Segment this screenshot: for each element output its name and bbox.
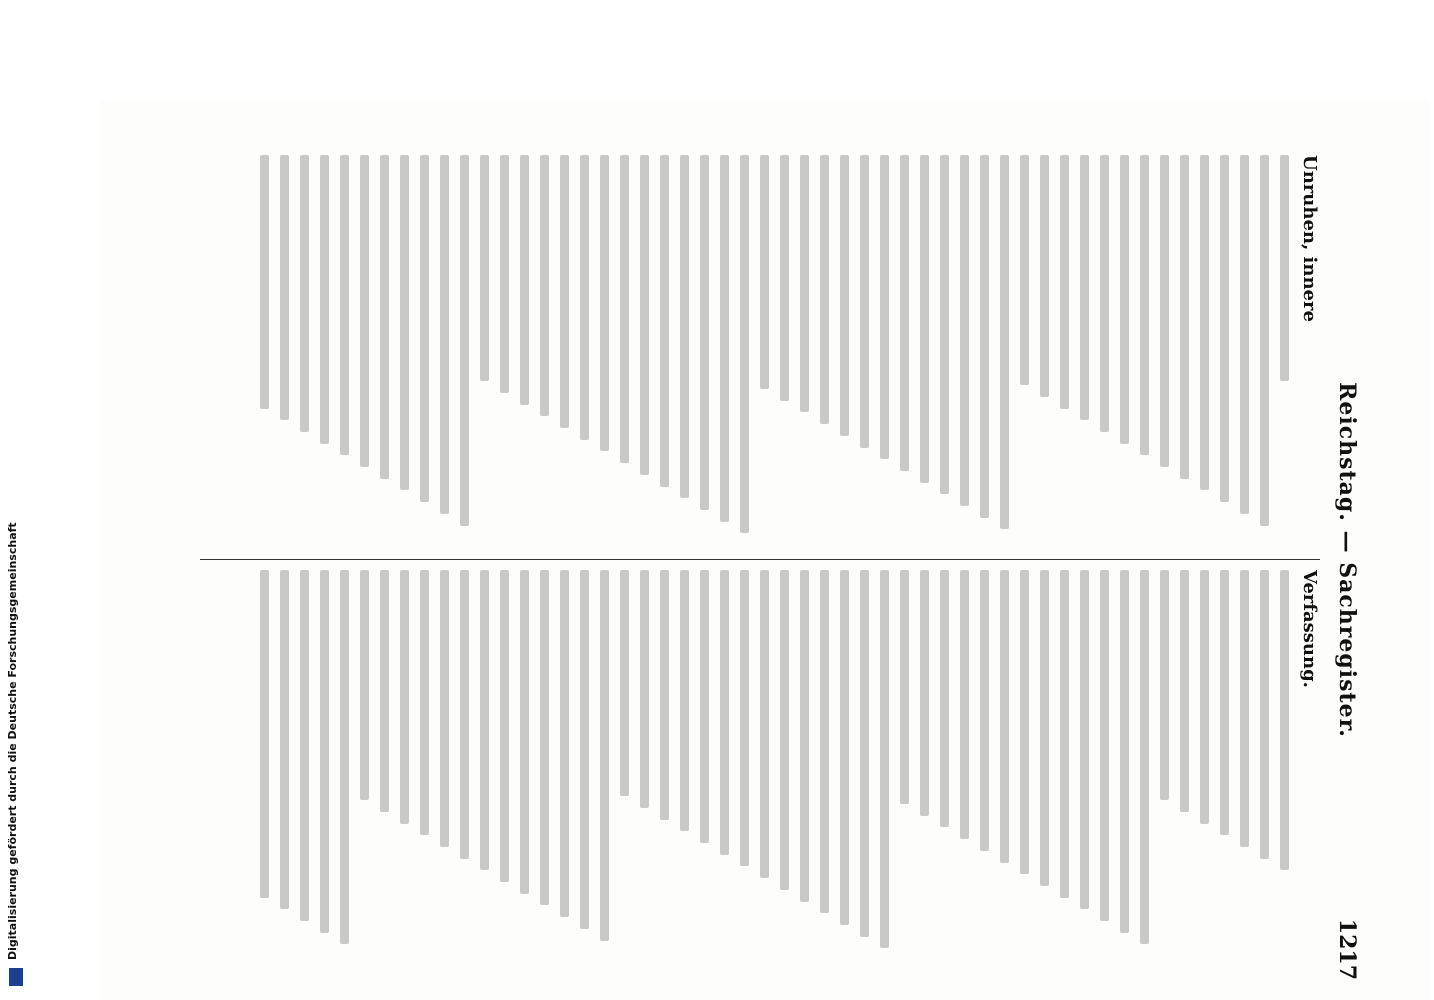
text-line-placeholder: [1040, 155, 1049, 397]
text-line-placeholder: [1120, 155, 1129, 444]
text-line-placeholder: [360, 155, 369, 467]
text-line-placeholder: [600, 570, 609, 941]
text-line-placeholder: [800, 570, 809, 902]
text-line-placeholder: [780, 570, 789, 890]
left-column-heading: Unruhen, innere: [1299, 155, 1320, 322]
text-line-placeholder: [260, 155, 269, 409]
right-column-heading: Verfassung.: [1299, 570, 1320, 688]
text-line-placeholder: [680, 570, 689, 831]
text-line-placeholder: [600, 155, 609, 451]
text-line-placeholder: [840, 570, 849, 925]
text-line-placeholder: [480, 155, 489, 381]
text-line-placeholder: [360, 570, 369, 800]
text-line-placeholder: [1220, 570, 1229, 835]
text-line-placeholder: [460, 570, 469, 859]
right-column-text-placeholder: [260, 570, 1289, 960]
digitization-credit-text: Digitalisierung gefördert durch die Deutsche Forschungsgemeinschaft: [6, 522, 19, 960]
text-line-placeholder: [640, 155, 649, 475]
text-line-placeholder: [920, 155, 929, 483]
text-line-placeholder: [740, 570, 749, 866]
text-line-placeholder: [500, 155, 509, 393]
text-line-placeholder: [940, 570, 949, 827]
text-line-placeholder: [640, 570, 649, 808]
text-line-placeholder: [1080, 155, 1089, 420]
text-line-placeholder: [860, 155, 869, 448]
text-line-placeholder: [420, 570, 429, 835]
page-number: 1217: [1334, 918, 1360, 980]
text-line-placeholder: [780, 155, 789, 401]
text-line-placeholder: [300, 570, 309, 921]
text-line-placeholder: [260, 570, 269, 898]
text-line-placeholder: [1260, 155, 1269, 526]
text-line-placeholder: [960, 155, 969, 506]
text-line-placeholder: [1100, 155, 1109, 432]
text-line-placeholder: [840, 155, 849, 436]
text-line-placeholder: [700, 570, 709, 843]
text-line-placeholder: [660, 570, 669, 820]
text-line-placeholder: [340, 570, 349, 944]
text-line-placeholder: [1060, 570, 1069, 898]
text-line-placeholder: [620, 570, 629, 796]
text-line-placeholder: [760, 155, 769, 389]
text-line-placeholder: [1260, 570, 1269, 859]
text-line-placeholder: [1160, 155, 1169, 467]
text-line-placeholder: [1220, 155, 1229, 502]
text-line-placeholder: [720, 570, 729, 855]
text-line-placeholder: [820, 570, 829, 913]
text-line-placeholder: [900, 570, 909, 804]
text-line-placeholder: [520, 570, 529, 894]
text-line-placeholder: [1240, 155, 1249, 514]
digitization-credit: [6, 522, 28, 990]
text-line-placeholder: [320, 570, 329, 933]
right-column: [140, 570, 1320, 960]
text-line-placeholder: [1160, 570, 1169, 800]
text-line-placeholder: [1020, 570, 1029, 874]
text-line-placeholder: [1180, 155, 1189, 479]
text-line-placeholder: [1180, 570, 1189, 812]
text-line-placeholder: [540, 155, 549, 416]
text-line-placeholder: [420, 155, 429, 502]
text-line-placeholder: [1120, 570, 1129, 933]
text-line-placeholder: [720, 155, 729, 522]
text-line-placeholder: [940, 155, 949, 494]
text-line-placeholder: [700, 155, 709, 510]
text-line-placeholder: [980, 570, 989, 851]
column-divider: [200, 559, 1320, 560]
running-head-title: Reichstag. — Sachregister.: [1334, 382, 1360, 738]
text-line-placeholder: [860, 570, 869, 937]
text-line-placeholder: [1140, 570, 1149, 944]
text-line-placeholder: [680, 155, 689, 498]
text-line-placeholder: [1020, 155, 1029, 385]
text-line-placeholder: [1140, 155, 1149, 455]
text-line-placeholder: [980, 155, 989, 518]
text-line-placeholder: [340, 155, 349, 455]
text-line-placeholder: [1060, 155, 1069, 409]
text-line-placeholder: [380, 155, 389, 479]
text-line-placeholder: [580, 570, 589, 929]
text-line-placeholder: [1100, 570, 1109, 921]
text-line-placeholder: [920, 570, 929, 816]
text-line-placeholder: [280, 570, 289, 909]
text-line-placeholder: [500, 570, 509, 882]
text-line-placeholder: [760, 570, 769, 878]
left-column: [140, 155, 1320, 545]
text-line-placeholder: [440, 155, 449, 514]
text-line-placeholder: [280, 155, 289, 420]
text-line-placeholder: [620, 155, 629, 463]
text-line-placeholder: [1200, 155, 1209, 490]
text-line-placeholder: [580, 155, 589, 440]
text-line-placeholder: [1000, 155, 1009, 529]
text-line-placeholder: [560, 155, 569, 428]
text-line-placeholder: [880, 155, 889, 459]
text-line-placeholder: [320, 155, 329, 444]
text-line-placeholder: [540, 570, 549, 905]
text-line-placeholder: [1200, 570, 1209, 824]
dfg-logo-icon: [9, 968, 23, 986]
text-line-placeholder: [560, 570, 569, 917]
text-line-placeholder: [520, 155, 529, 405]
running-head: [1330, 140, 1360, 980]
text-line-placeholder: [400, 570, 409, 824]
text-line-placeholder: [1240, 570, 1249, 847]
text-line-placeholder: [1000, 570, 1009, 863]
text-line-placeholder: [960, 570, 969, 839]
text-line-placeholder: [1280, 155, 1289, 381]
text-line-placeholder: [820, 155, 829, 424]
text-line-placeholder: [900, 155, 909, 471]
text-line-placeholder: [660, 155, 669, 487]
text-line-placeholder: [480, 570, 489, 870]
text-line-placeholder: [800, 155, 809, 412]
text-line-placeholder: [460, 155, 469, 526]
text-line-placeholder: [400, 155, 409, 490]
text-line-placeholder: [300, 155, 309, 432]
rotated-page-sheet: [100, 100, 1430, 1000]
text-line-placeholder: [880, 570, 889, 948]
text-line-placeholder: [440, 570, 449, 847]
text-line-placeholder: [740, 155, 749, 533]
text-line-placeholder: [1280, 570, 1289, 870]
text-line-placeholder: [1080, 570, 1089, 909]
left-column-text-placeholder: [260, 155, 1289, 545]
text-line-placeholder: [380, 570, 389, 812]
text-line-placeholder: [1040, 570, 1049, 886]
